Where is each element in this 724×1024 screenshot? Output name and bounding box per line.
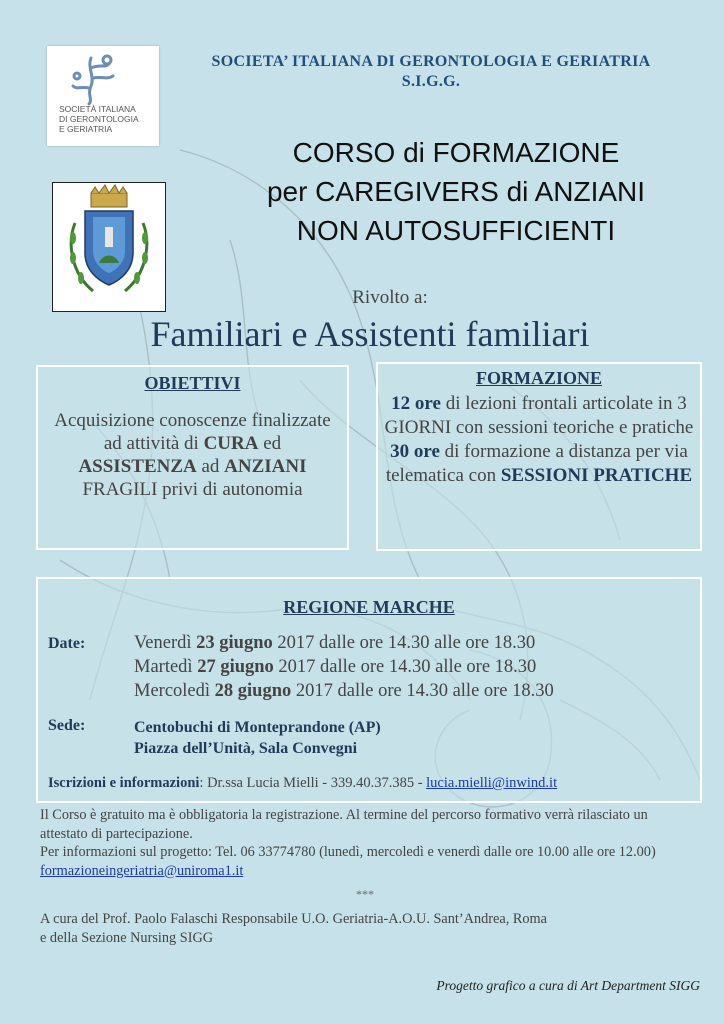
date-time: 2017 dalle ore 14.30 alle ore 18.30 [273, 657, 537, 677]
date-line [134, 631, 554, 655]
date-day: Venerdì [134, 633, 197, 653]
venue [134, 717, 381, 759]
objectives-text-part: ad [196, 456, 225, 477]
training-panel [376, 362, 702, 551]
sigg-logo-icon [47, 46, 159, 106]
objectives-text [48, 409, 337, 501]
society-line: SOCIETA’ ITALIANA DI GERONTOLOGIA E GERIATRIA [211, 53, 651, 70]
date-time: 2017 dalle ore 14.30 alle ore 18.30 [272, 633, 536, 653]
date-day: Mercoledì [134, 681, 215, 701]
training-text-part: di formazione a distanza per via telematica con [385, 441, 688, 486]
audience-target: Familiari e Assistenti familiari [150, 314, 590, 354]
municipal-crest [52, 182, 166, 312]
region-heading: REGIONE MARCHE [283, 597, 455, 617]
objectives-emphasis: CURA [203, 433, 259, 454]
date-line [134, 655, 554, 679]
graphic-credit: Progetto grafico a cura di Art Department SIGG [436, 978, 700, 993]
objectives-text-part: FRAGILI privi di autonomia [82, 479, 303, 500]
info-paragraph: Il Corso è gratuito ma è obbligatoria la registrazione. Al termine del percorso formativo verrà rilasciato un attestato di partecipazione. [40, 807, 648, 842]
signup-email-link[interactable]: lucia.mielli@inwind.it [426, 775, 558, 791]
signup-label: Iscrizioni e informazioni [48, 775, 200, 791]
objectives-emphasis: ASSISTENZA [78, 456, 197, 477]
audience-intro: Rivolto a: [352, 287, 428, 308]
date-value: 23 giugno [196, 633, 273, 653]
date-time: 2017 dalle ore 14.30 alle ore 18.30 [291, 681, 554, 701]
training-heading: FORMAZIONE [476, 368, 602, 388]
info-contact: Per informazioni sul progetto: Tel. 06 33774780 (lunedì, mercoledì e venerdì dalle ore 10.00 alle ore 12.00) [40, 844, 656, 860]
region-panel [36, 577, 702, 803]
date-line [134, 679, 554, 703]
training-emphasis: 12 ore [391, 393, 441, 414]
info-paragraph [40, 843, 670, 880]
title-line: CORSO di FORMAZIONE [292, 137, 620, 168]
info-text [40, 806, 670, 880]
signup-contact: : Dr.ssa Lucia Mielli - 339.40.37.385 - [199, 775, 427, 791]
date-value: 27 giugno [197, 657, 274, 677]
logo-text [59, 104, 155, 134]
logo-line: E GERIATRIA [59, 124, 113, 134]
venue-line: Piazza dell’Unità, Sala Convegni [134, 740, 358, 757]
logo-line: SOCIETÀ ITALIANA [59, 104, 136, 114]
date-value: 28 giugno [214, 681, 292, 701]
objectives-heading: OBIETTIVI [144, 373, 241, 393]
objectives-emphasis: ANZIANI [224, 456, 307, 477]
dates-label-wrap: Date: [48, 635, 86, 652]
objectives-text-part: ed [258, 433, 282, 454]
venue-line: Centobuchi di Monteprandone (AP) [134, 719, 381, 736]
society-acronym: S.I.G.G. [401, 73, 461, 90]
info-email-link[interactable]: formazioneingeriatria@uniroma1.it [40, 862, 244, 879]
curated-line: e della Sezione Nursing SIGG [40, 929, 214, 946]
dates-label: Date [48, 635, 80, 652]
venue-label: Sede [48, 717, 80, 734]
separator: *** [356, 887, 374, 901]
dates-list [134, 631, 554, 703]
training-text [384, 392, 694, 488]
training-text-part: di lezioni frontali articolate in 3 GIORNI con sessioni teoriche e pratiche [384, 393, 694, 438]
objectives-text-part: Acquisizione conoscenze finalizzate ad attività di [54, 410, 331, 454]
crest-icon [53, 183, 165, 311]
sigg-logo [47, 46, 159, 146]
title-line: per CAREGIVERS di ANZIANI [266, 176, 646, 207]
objectives-panel [36, 365, 349, 550]
course-title [196, 133, 716, 250]
society-name [178, 52, 684, 92]
training-emphasis: 30 ore [390, 441, 440, 462]
signup-info [48, 775, 557, 792]
logo-line: DI GERONTOLOGIA [59, 114, 139, 124]
curated-by [40, 910, 660, 947]
training-emphasis: SESSIONI PRATICHE [500, 465, 693, 486]
date-day: Martedì [134, 657, 198, 677]
venue-label-wrap: Sede: [48, 717, 86, 734]
title-line: NON AUTOSUFFICIENTI [296, 215, 616, 246]
curated-line: A cura del Prof. Paolo Falaschi Responsabile U.O. Geriatria-A.O.U. Sant’Andrea, Roma [40, 911, 548, 927]
